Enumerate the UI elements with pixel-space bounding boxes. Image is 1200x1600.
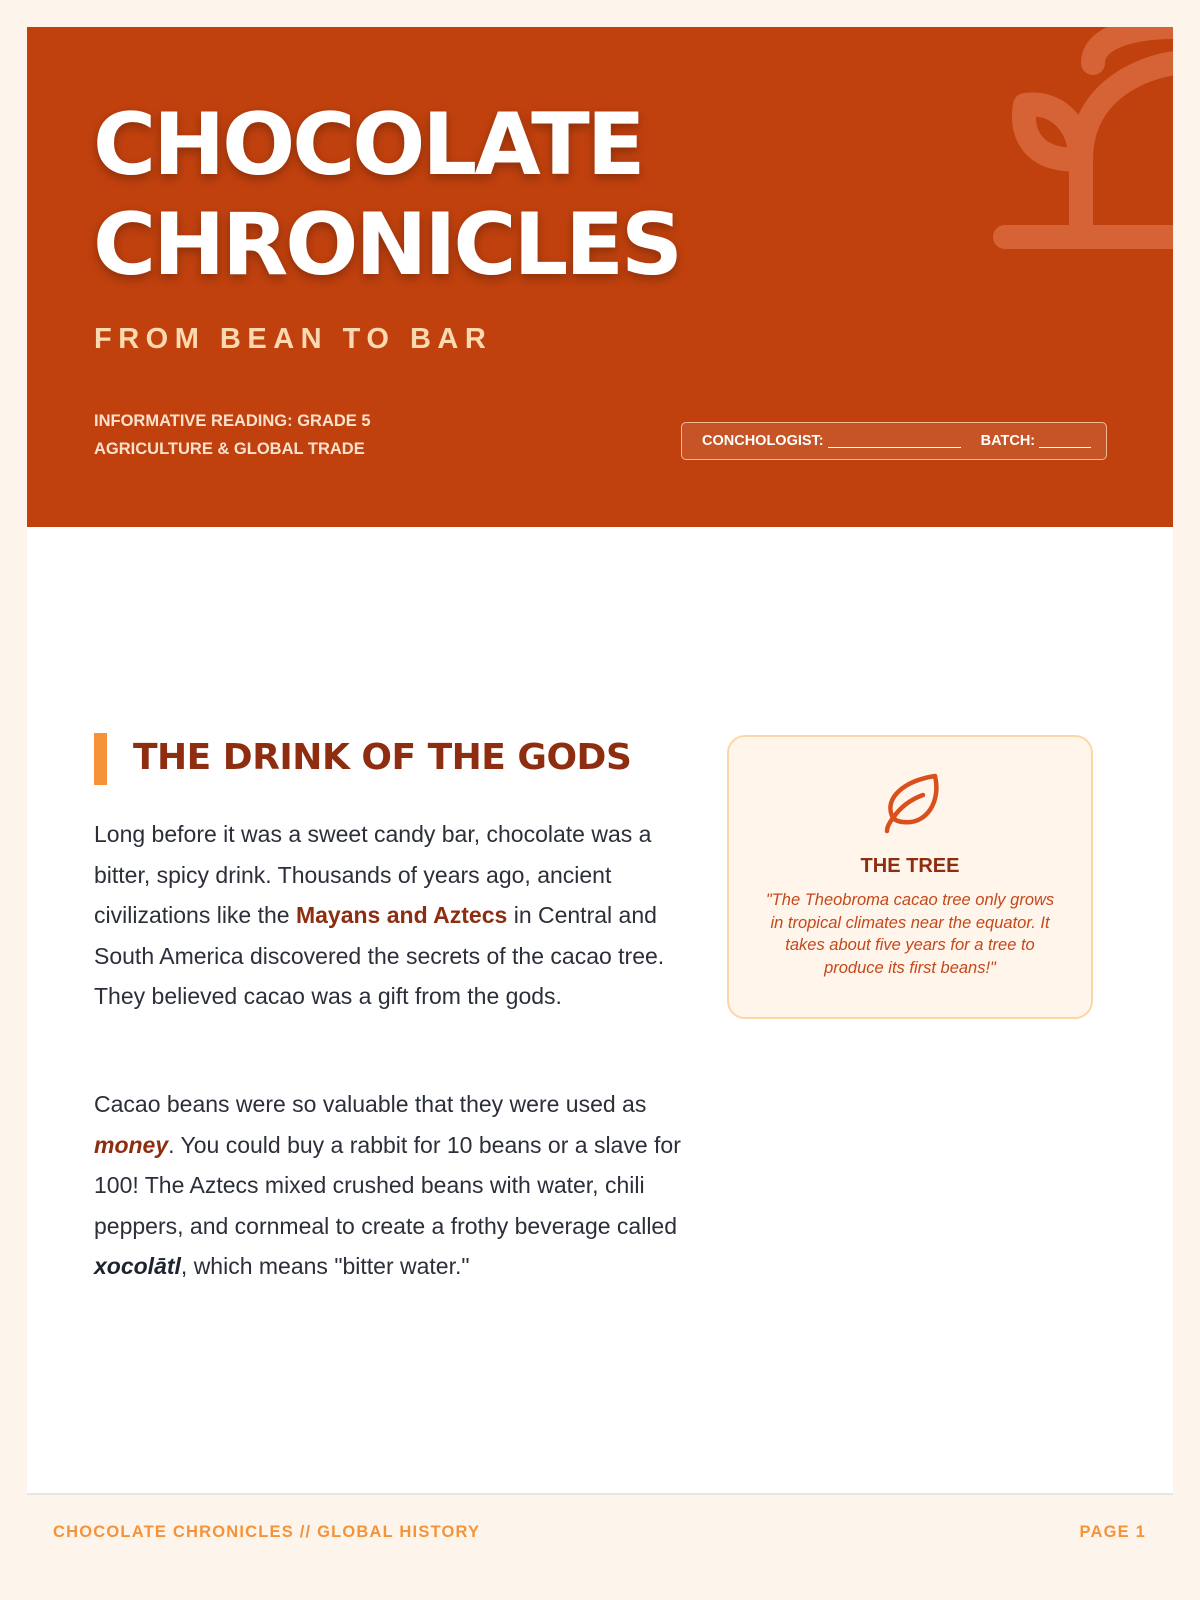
name-batch-box: [681, 422, 1107, 460]
p2-term: xocolātl: [94, 1253, 181, 1279]
meta-grade: INFORMATIVE READING: GRADE 5: [94, 412, 371, 430]
fact-box: [727, 735, 1093, 1019]
worksheet-page: [27, 27, 1173, 1493]
batch-blank[interactable]: [1039, 434, 1091, 448]
p2-highlight: money: [94, 1131, 169, 1158]
title-line-1: CHOCOLATE: [93, 95, 643, 195]
name-blank[interactable]: [828, 434, 961, 448]
p2-text-end: , which means "bitter water.": [180, 1253, 470, 1279]
sprout-icon: [943, 27, 1173, 267]
p2-text-middle: . You could buy a rabbit for 10 beans or a slave for 100! The Aztecs mixed crushed beans with water, chili peppers, and cornmeal to create a frothy beverage called: [94, 1131, 681, 1239]
page-subtitle: FROM BEAN TO BAR: [94, 323, 493, 355]
fact-box-title: THE TREE: [860, 855, 960, 877]
p2-text-start: Cacao beans were so valuable that they were used as: [94, 1091, 647, 1117]
page-title: [93, 95, 680, 295]
name-label: CONCHOLOGIST:: [702, 433, 824, 449]
paragraph-2: [94, 1084, 688, 1287]
footer-divider: [27, 1493, 1173, 1495]
section-title: THE DRINK OF THE GODS: [133, 737, 632, 778]
title-line-2: CHRONICLES: [93, 195, 680, 295]
page-number: PAGE 1: [1079, 1523, 1146, 1541]
batch-label: BATCH:: [980, 433, 1036, 449]
fact-box-quote: "The Theobroma cacao tree only grows in tropical climates near the equator. It takes about five years for a tree to produce its first beans!": [765, 891, 1055, 977]
worksheet-meta: [94, 407, 371, 463]
paragraph-1: [94, 814, 688, 1017]
header-banner: [27, 27, 1173, 527]
section-accent-bar: [94, 733, 107, 785]
leaf-icon: [879, 771, 945, 837]
p1-text-start: Long before it was a sweet candy bar, chocolate was a bitter, spicy drink. Thousands of years ago, ancient civilizations like the: [94, 821, 652, 928]
p1-highlight: Mayans and Aztecs: [295, 902, 508, 928]
p1-text-end: in Central and South America discovered the secrets of the cacao tree. They believed cacao was a gift from the gods.: [94, 902, 665, 1009]
footer-title: CHOCOLATE CHRONICLES // GLOBAL HISTORY: [53, 1523, 481, 1541]
meta-topic: AGRICULTURE & GLOBAL TRADE: [94, 440, 365, 458]
